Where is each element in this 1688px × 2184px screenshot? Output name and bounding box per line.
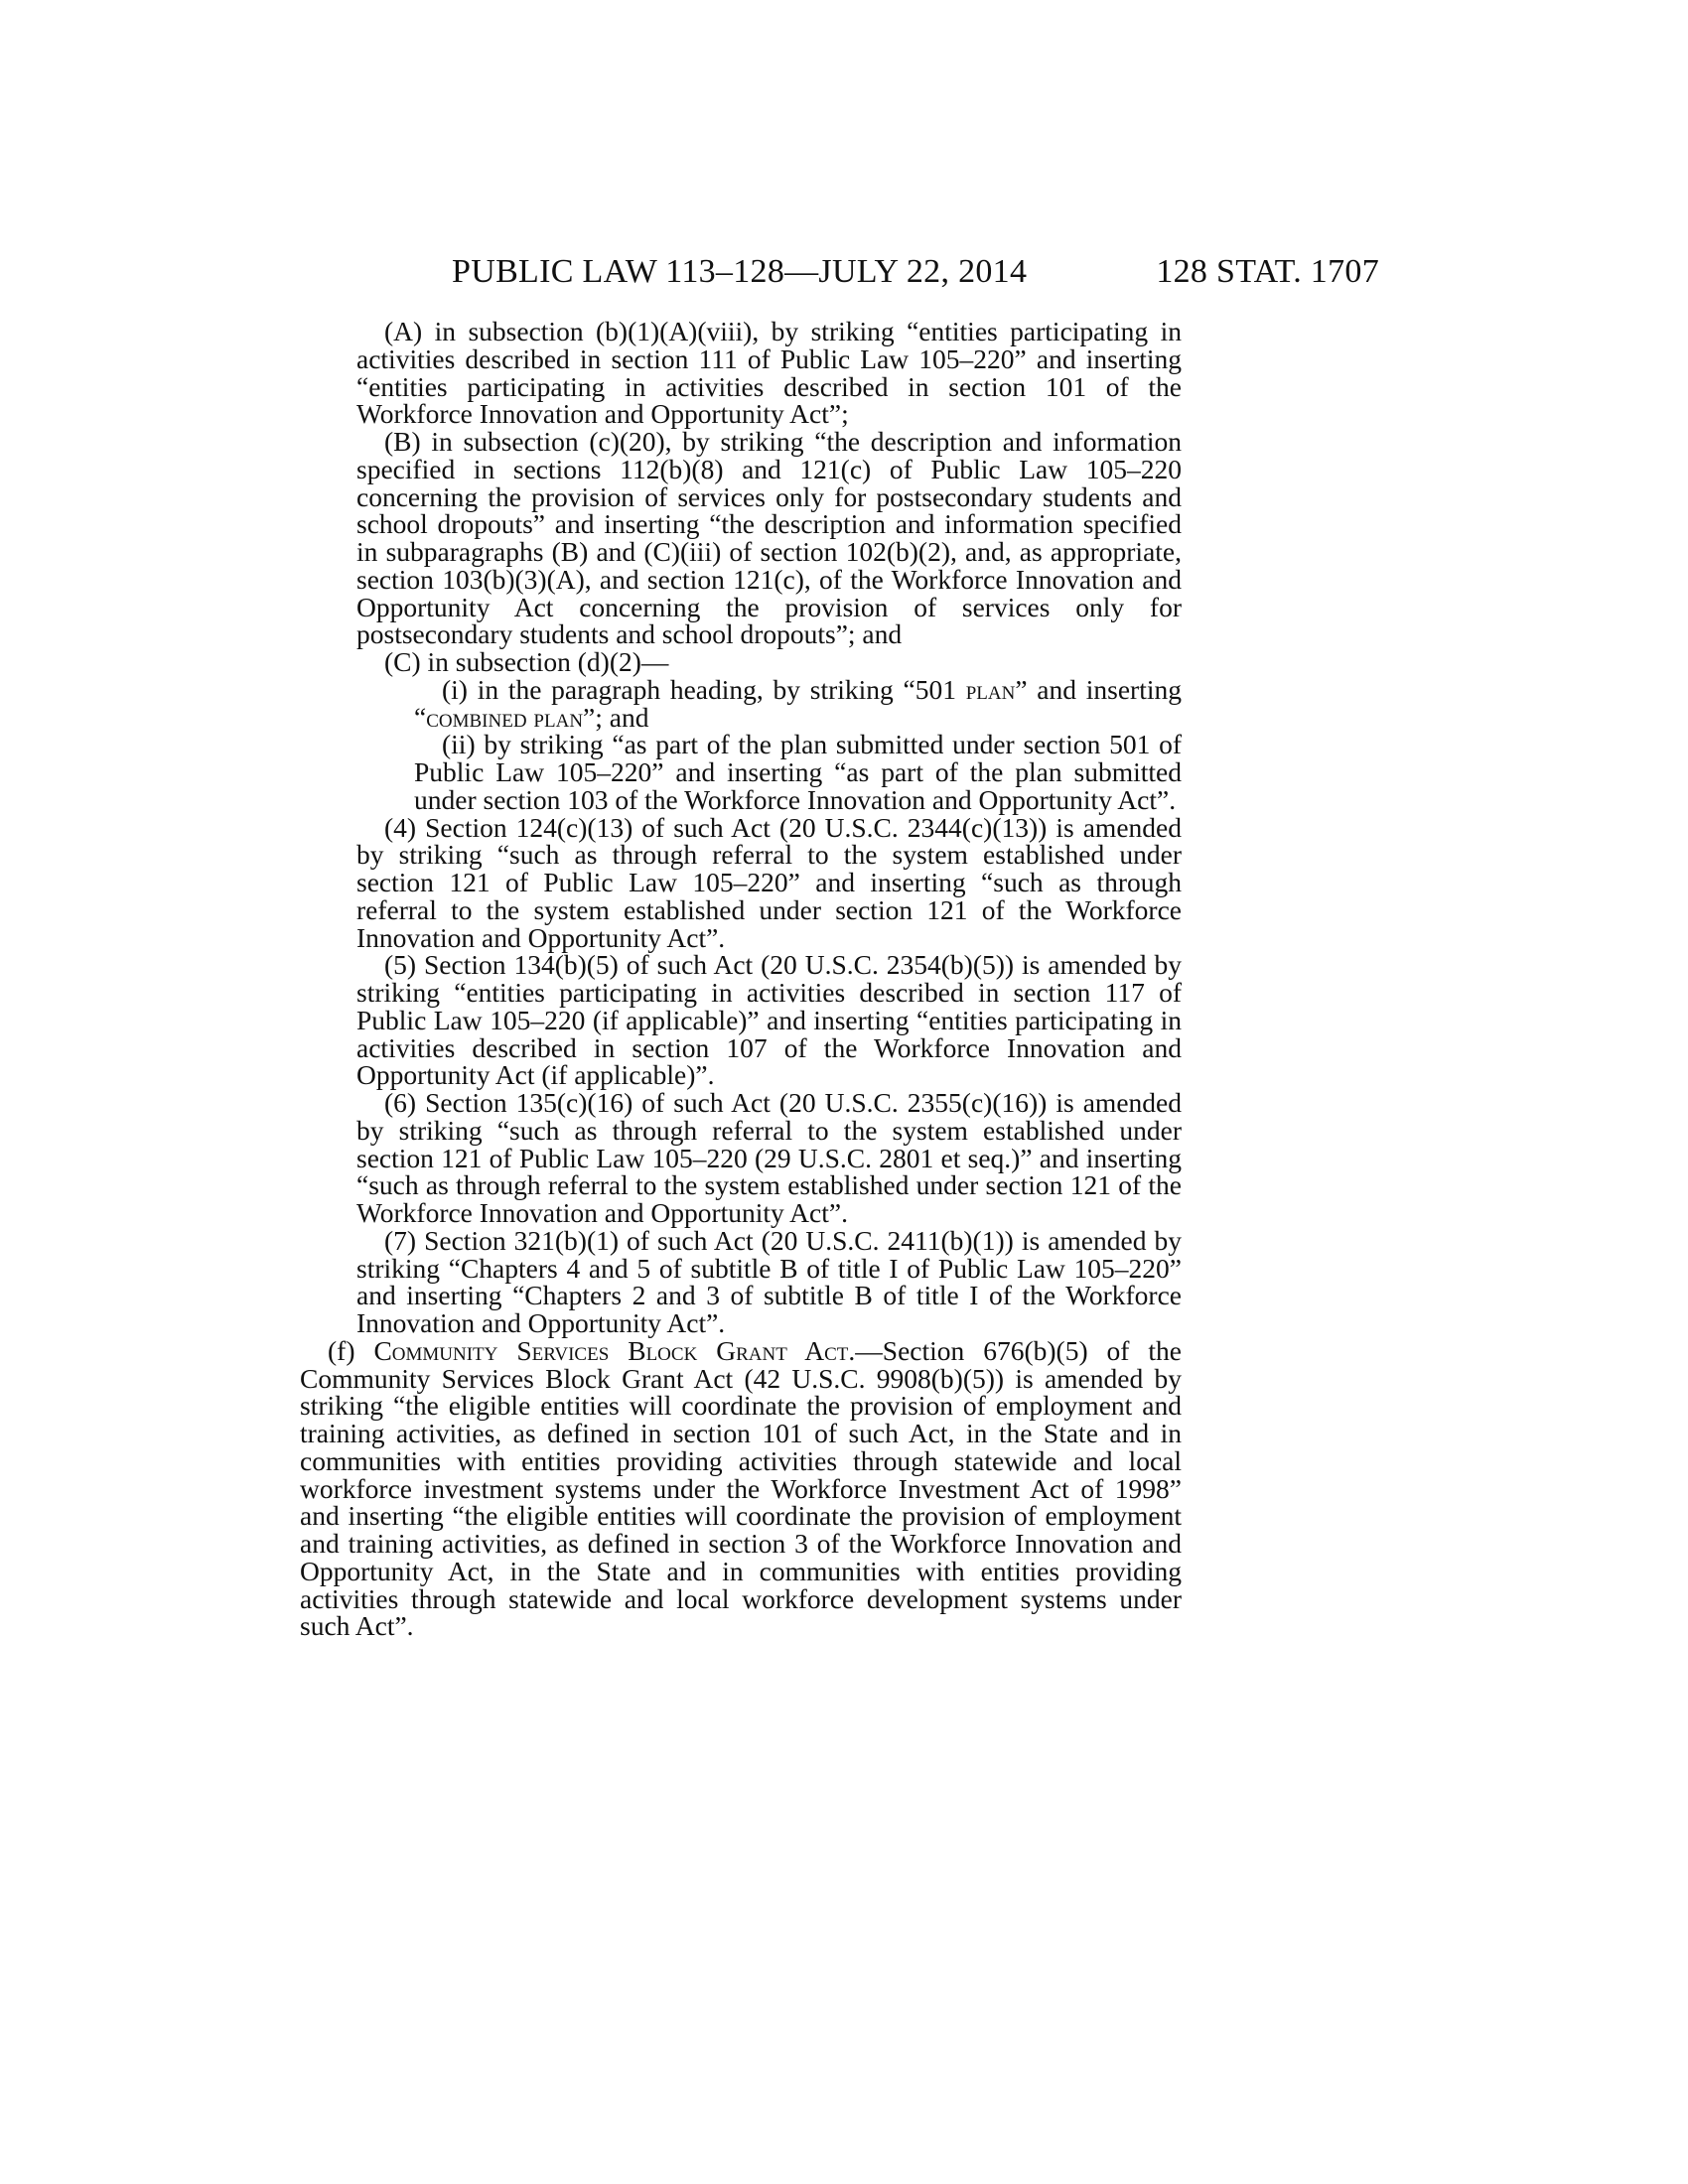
subsection-f-text: .—Section 676(b)(5) of the Community Services Block Grant Act (42 U.S.C. 9908(b)(5)) is amended by striking “the eligible entities will coordinate the provision of employment and training activities, as defined in section 101 of such Act, in the State and in communities with entities providing activities through statewide and local workforce investment systems under the Workforce Investment Act of 1998” and inserting “the eligible entities will coordinate the provision of employment and training activities, as defined in section 3 of the Workforce Innovation and Opportunity Act, in the State and in communities with entities providing activities through statewide and local workforce development systems under such Act”.	[300, 1334, 1183, 1642]
paragraph-4: (4) Section 124(c)(13) of such Act (20 U.S.C. 2344(c)(13)) is amended by striking “such as through referral to the system established under section 121 of Public Law 105–220” and inserting “such as through referral to the system established under section 121 of the Workforce Innovation and Opportunity Act”.	[356, 811, 1182, 953]
paragraph-5: (5) Section 134(b)(5) of such Act (20 U.S.C. 2354(b)(5)) is amended by striking “entities participating in activities described in section 117 of Public Law 105–220 (if applicable)” and inserting “entities participating in activities described in section 107 of the Workforce Innovation and Opportunity Act (if applicable)”.	[356, 949, 1182, 1091]
paragraph-c: (C) in subsection (d)(2)—	[384, 646, 669, 677]
paragraph-b: (B) in subsection (c)(20), by striking “the description and information specified in sections 112(b)(8) and 121(c) of Public Law 105–220 concerning the provision of services only for postsecondary students and school dropouts” and inserting “the description and information specified in subparagraphs (B) and (C)(iii) of section 102(b)(2), and, as appropriate, section 103(b)(3)(A), and section 121(c), of the Workforce Innovation and Opportunity Act concerning the provision of services only for postsecondary students and school dropouts”; and	[356, 426, 1182, 650]
document-body	[300, 318, 1182, 1640]
paragraph-7: (7) Section 321(b)(1) of such Act (20 U.S.C. 2411(b)(1)) is amended by striking “Chapters 4 and 5 of subtitle B of title I of Public Law 105–220” and inserting “Chapters 2 and 3 of subtitle B of title I of the Workforce Innovation and Opportunity Act”.	[356, 1224, 1182, 1338]
subsection-f-heading: Community Services Block Grant Act	[373, 1334, 849, 1366]
clause-c-i-text-end: ”; and	[583, 701, 649, 733]
clause-c-ii: (ii) by striking “as part of the plan submitted under section 501 of Public Law 105–220” and inserting “as part of the plan submitted under section 103 of the Workforce Innovation and Opportunity Act”.	[414, 729, 1182, 815]
page-header	[452, 250, 1379, 294]
clause-c-i-text-middle: ” and inserting “	[414, 673, 1182, 733]
clause-c-i-inserted-heading: combined plan	[426, 701, 584, 733]
subsection-f	[300, 1334, 1183, 1642]
subsection-f-label: (f)	[328, 1334, 374, 1366]
clause-c-i	[300, 673, 1182, 733]
paragraph-6: (6) Section 135(c)(16) of such Act (20 U.S.C. 2355(c)(16)) is amended by striking “such as through referral to the system established under section 121 of Public Law 105–220 (29 U.S.C. 2801 et seq.)” and inserting “such as through referral to the system established under section 121 of the Workforce Innovation and Opportunity Act”.	[356, 1087, 1182, 1228]
running-head-title: PUBLIC LAW 113–128—JULY 22, 2014	[452, 253, 1028, 290]
paragraph-a: (A) in subsection (b)(1)(A)(viii), by striking “entities participating in activities described in section 111 of Public Law 105–220” and inserting “entities participating in activities described in section 101 of the Workforce Innovation and Opportunity Act”;	[356, 316, 1182, 430]
statute-page-reference: 128 STAT. 1707	[1156, 253, 1379, 290]
clause-c-i-text-start: (i) in the paragraph heading, by striking “	[442, 673, 915, 705]
clause-c-i-struck-heading: 501 plan	[914, 673, 1016, 705]
